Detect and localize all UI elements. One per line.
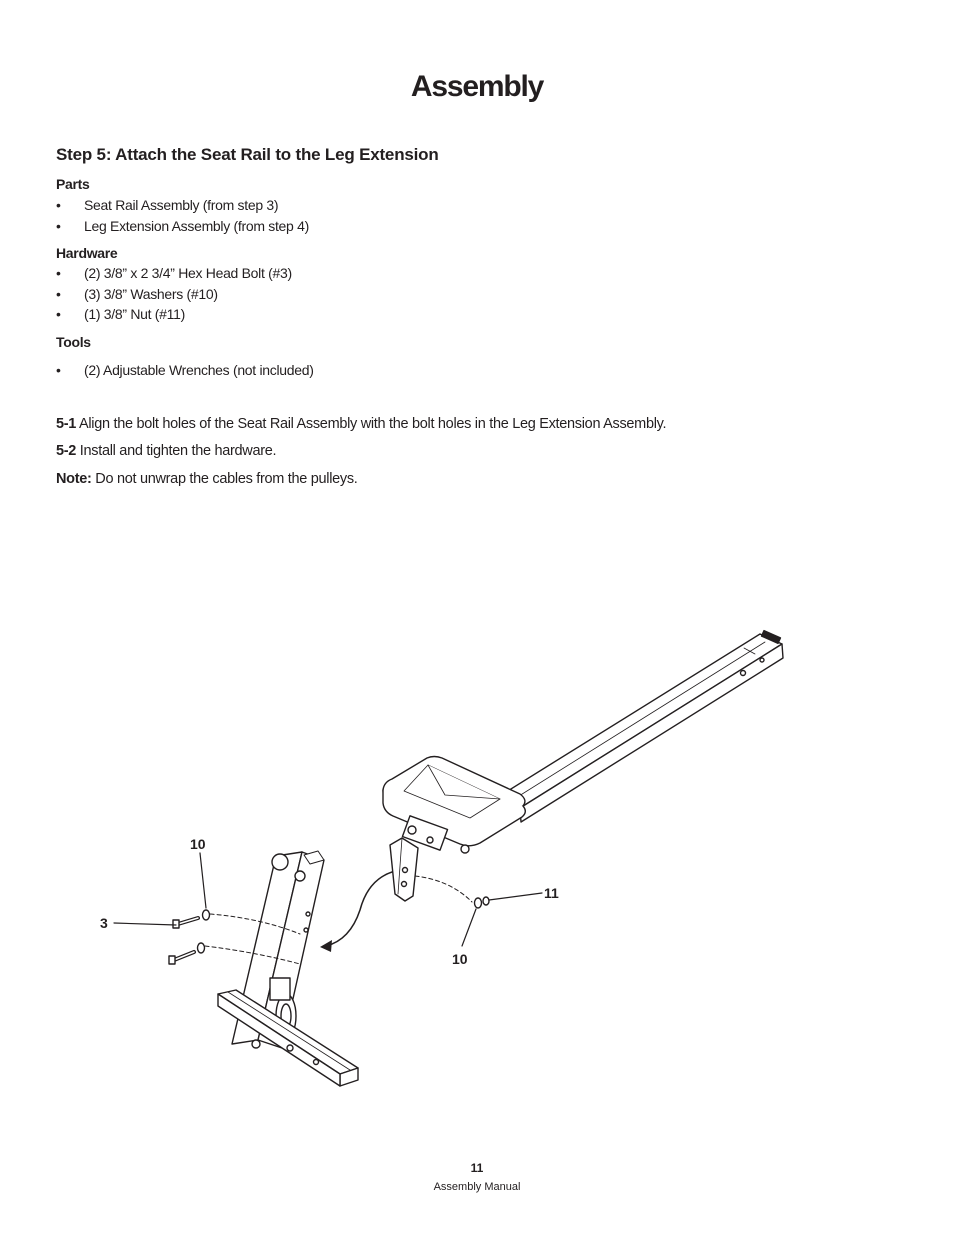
list-item: • (2) Adjustable Wrenches (not included)	[56, 360, 314, 381]
instruction-text: Align the bolt holes of the Seat Rail Assembly with the bolt holes in the Leg Extension Assembly.	[79, 416, 667, 432]
assembly-diagram	[0, 600, 954, 1100]
bolt-upper	[173, 918, 198, 928]
seat-bracket	[390, 838, 418, 901]
callout-washer-right: 10	[452, 951, 468, 967]
list-item: • (2) 3/8” x 2 3/4” Hex Head Bolt (#3)	[56, 263, 292, 284]
callout-washer-top: 10	[190, 836, 206, 852]
note-label: Note:	[56, 471, 92, 487]
tools-heading: Tools	[56, 334, 91, 350]
washer-right	[475, 898, 482, 908]
washer-upper	[203, 910, 210, 920]
callout-bolt: 3	[100, 915, 108, 931]
nut-right	[483, 897, 489, 905]
hardware-heading: Hardware	[56, 245, 118, 261]
footer-label: Assembly Manual	[433, 1181, 521, 1193]
hardware-list	[56, 263, 292, 325]
callout-nut: 11	[544, 885, 559, 901]
instruction-text: Install and tighten the hardware.	[79, 443, 277, 459]
bolt-lower	[169, 952, 194, 964]
parts-heading: Parts	[56, 176, 90, 192]
note	[56, 471, 358, 487]
tools-list	[56, 360, 314, 381]
instruction-number: 5-2	[56, 443, 77, 459]
page-number: 11	[470, 1161, 484, 1175]
leg-extension	[218, 851, 358, 1086]
step-heading: Step 5: Attach the Seat Rail to the Leg Extension	[56, 145, 439, 164]
list-item: • (3) 3/8” Washers (#10)	[56, 284, 292, 305]
list-item: • (1) 3/8” Nut (#11)	[56, 304, 292, 325]
instruction-number: 5-1	[56, 416, 77, 432]
page-title: Assembly	[410, 70, 544, 103]
list-item: • Leg Extension Assembly (from step 4)	[56, 216, 309, 237]
instruction-5-1	[56, 416, 666, 432]
seat-rail	[498, 631, 783, 822]
parts-list	[56, 195, 309, 236]
instruction-5-2	[56, 443, 276, 459]
list-item: • Seat Rail Assembly (from step 3)	[56, 195, 309, 216]
seat	[383, 757, 525, 854]
note-text: Do not unwrap the cables from the pulleys.	[95, 471, 358, 487]
washer-lower	[198, 943, 205, 953]
